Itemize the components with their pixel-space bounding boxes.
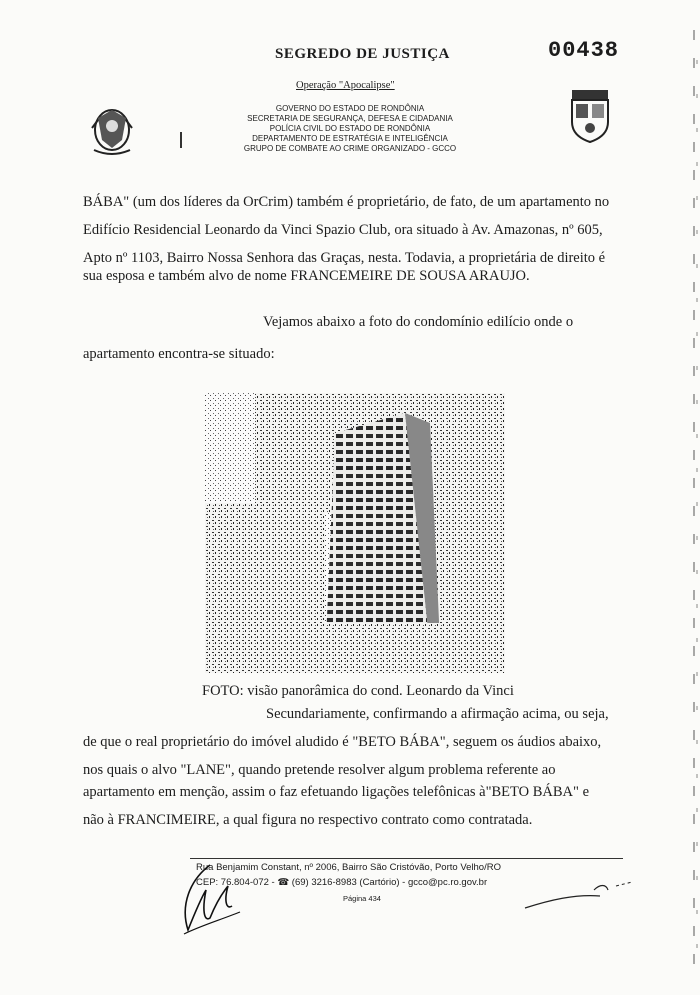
- header-department: DEPARTAMENTO DE ESTRATÉGIA E INTELIGÊNCIA: [252, 134, 448, 143]
- paragraph-2-line-1: Vejamos abaixo a foto do condomínio edilício onde o: [263, 314, 574, 330]
- initials-mark-icon: [520, 878, 640, 918]
- handwritten-signature-icon: [170, 860, 260, 940]
- paragraph-3-line-4: apartamento em menção, assim o faz efetuando ligações telefônicas à"BETO BÁBA" e: [83, 784, 589, 800]
- paragraph-1-line-2: Edifício Residencial Leonardo da Vinci Spazio Club, ora situado à Av. Amazonas, nº 605,: [83, 222, 603, 238]
- paragraph-3-line-2: de que o real proprietário do imóvel aludido é "BETO BÁBA", seguem os áudios abaixo,: [83, 734, 602, 750]
- police-badge-icon: [568, 88, 612, 144]
- footer-divider: [190, 858, 623, 859]
- secret-title: SEGREDO DE JUSTIÇA: [275, 46, 450, 62]
- paragraph-1-line-4: sua esposa e também alvo de nome FRANCEMEIRE DE SOUSA ARAUJO.: [83, 268, 530, 284]
- paragraph-1-line-1: BÁBA" (um dos líderes da OrCrim) também é proprietário, de fato, de um apartamento no: [83, 194, 610, 210]
- header-police: POLÍCIA CIVIL DO ESTADO DE RONDÔNIA: [269, 124, 431, 133]
- paragraph-3-line-3: nos quais o alvo "LANE", quando pretende resolver algum problema referente ao: [83, 762, 556, 778]
- paragraph-3-line-1: Secundariamente, confirmando a afirmação acima, ou seja,: [266, 706, 609, 722]
- document-number: 00438: [548, 38, 620, 63]
- paragraph-1-line-3: Apto nº 1103, Bairro Nossa Senhora das Graças, nesta. Todavia, a proprietária de direito é: [83, 250, 606, 266]
- header-group: GRUPO DE COMBATE AO CRIME ORGANIZADO - GCCO: [243, 144, 457, 153]
- building-photo: [205, 393, 505, 673]
- operation-name: Operação "Apocalipse": [296, 80, 395, 91]
- photo-caption: FOTO: visão panorâmica do cond. Leonardo da Vinci: [202, 683, 514, 699]
- page-number: Página 434: [343, 894, 381, 903]
- margin-mark: [180, 132, 182, 148]
- scan-edge-marks: [686, 0, 700, 995]
- state-crest-icon: [88, 100, 136, 160]
- header-secretariat: SECRETARIA DE SEGURANÇA, DEFESA E CIDADANIA: [247, 114, 453, 123]
- footer-contact: CEP: 76.804-072 - ☎ (69) 3216-8983 (Cartório) - gcco@pc.ro.gov.br: [196, 877, 488, 888]
- paragraph-2-line-2: apartamento encontra-se situado:: [83, 346, 275, 362]
- paragraph-3-line-5: não à FRANCIMEIRE, a qual figura no respectivo contrato como contratada.: [83, 812, 533, 828]
- footer-address: Rua Benjamim Constant, nº 2006, Bairro São Cristóvão, Porto Velho/RO: [196, 862, 501, 873]
- header-government: GOVERNO DO ESTADO DE RONDÔNIA: [275, 104, 425, 113]
